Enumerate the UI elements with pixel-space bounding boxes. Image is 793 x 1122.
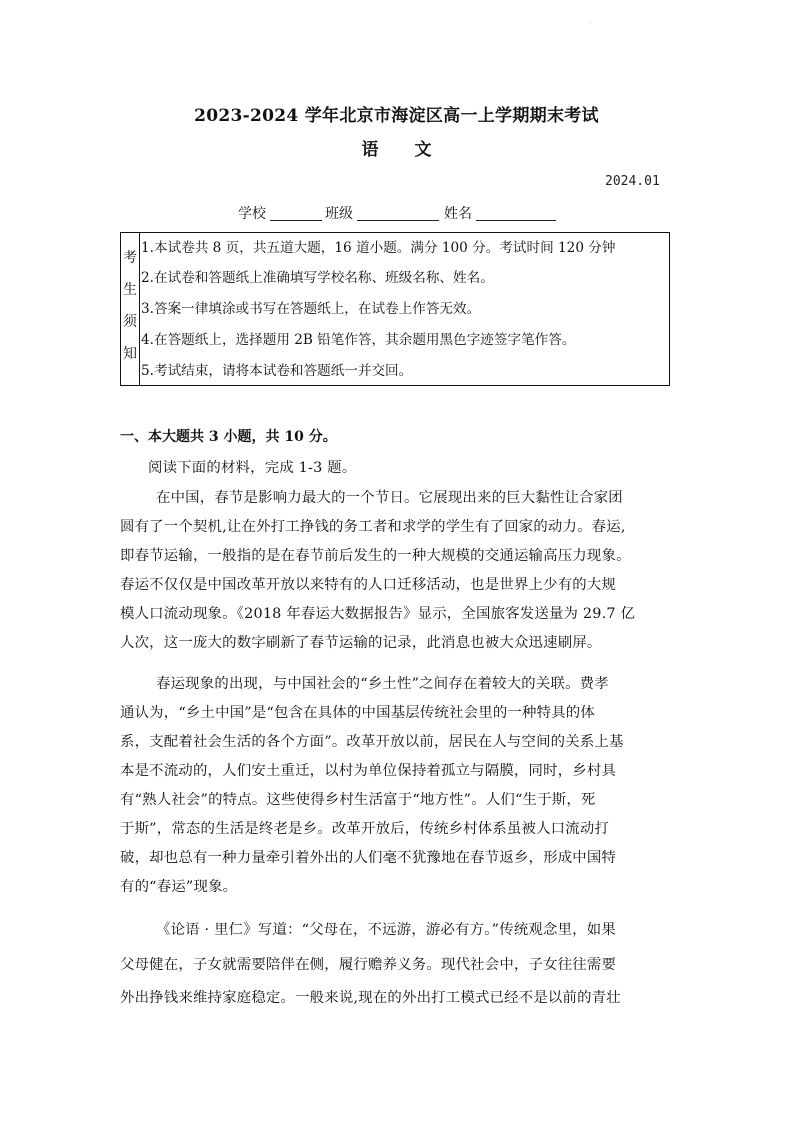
passage-line: 有的“春运”现象。 [120,879,238,895]
passage-line: 于斯”，常态的生活是终老是乡。改革开放后，传统乡村体系虽被人口流动打 [120,821,610,837]
notice-item: 4.在答题纸上，选择题用 2B 铅笔作答，其余题用黑色字迹签字笔作答。 [141,332,576,348]
notice-item: 5.考试结束，请将本试卷和答题纸一并交回。 [141,363,413,379]
name-label: 姓名 [444,206,472,222]
passage-line: 圆有了一个契机,让在外打工挣钱的务工者和求学的学生有了回家的动力。春运, [120,519,626,535]
class-blank[interactable] [357,220,439,221]
reading-instruction: 阅读下面的材料，完成 1-3 题。 [148,460,357,476]
page-title: 2023-2024 学年北京市海淀区高一上学期期末考试 [194,106,599,126]
passage-line: 父母健在，子女就需要陪伴在侧，履行赡养义务。现代社会中，子女往往需要 [120,957,617,973]
passage-line: 《论语 · 里仁》写道：“父母在，不远游，游必有方。”传统观念里，如果 [156,922,616,938]
passage-line: 本是不流动的，人们安土重迁，以村为单位保持着孤立与隔膜，同时，乡村具 [120,763,617,779]
passage-line: 模人口流动现象。《2018 年春运大数据报告》显示，全国旅客发送量为 29.7 亿 [120,606,636,622]
passage-line: 外出挣钱来维持家庭稳定。一般来说,现在的外出打工模式已经不是以前的青壮 [120,990,621,1006]
passage-line: 通认为，“乡土中国”是“包含在具体的中国基层传统社会里的一种特具的体 [120,705,595,721]
notice-item: 2.在试卷和答题纸上准确填写学校名称、班级名称、姓名。 [141,270,494,286]
notice-side-label [121,233,140,385]
exam-date: 2024.01 [605,174,660,189]
section-heading: 一、本大题共 3 小题，共 10 分。 [120,429,337,445]
school-blank[interactable] [270,220,322,221]
name-blank[interactable] [476,220,556,221]
side-char: 须 [123,314,137,330]
passage-line: 破，却也总有一种力量牵引着外出的人们毫不犹豫地在春节返乡，形成中国特 [120,850,617,866]
passage-line: 人次，这一庞大的数字刷新了春节运输的记录，此消息也被大众迅速刷屏。 [120,635,602,651]
side-char: 生 [123,282,137,298]
subject-title: 语 文 [361,140,432,160]
class-label: 班级 [325,206,353,222]
passage-line: 春运不仅仅是中国改革开放以来特有的人口迁移活动，也是世界上少有的大规 [120,577,617,593]
notice-item: 3.答案一律填涂或书写在答题纸上，在试卷上作答无效。 [141,301,481,317]
side-char: 知 [123,346,137,362]
passage-line: 系，支配着社会生活的各个方面”。改革开放以前，居民在人与空间的关系上基 [120,734,624,750]
passage-line: 即春节运输，一般指的是在春节前后发生的一种大规模的交通运输高压力现象。 [120,548,631,564]
passage-line: 春运现象的出现，与中国社会的“乡土性”之间存在着较大的关联。费孝 [156,676,609,692]
corner-mark: . [589,18,591,25]
side-char: 考 [123,250,137,266]
exam-notice-box [120,232,670,386]
school-label: 学校 [238,206,266,222]
passage-line: 有“熟人社会”的特点。这些使得乡村生活富于“地方性”。人们“生于斯，死 [120,792,596,808]
passage-line: 在中国，春节是影响力最大的一个节日。它展现出来的巨大黏性让合家团 [156,490,623,506]
notice-item: 1.本试卷共 8 页，共五道大题，16 道小题。满分 100 分。考试时间 120 分钟 [141,240,616,256]
